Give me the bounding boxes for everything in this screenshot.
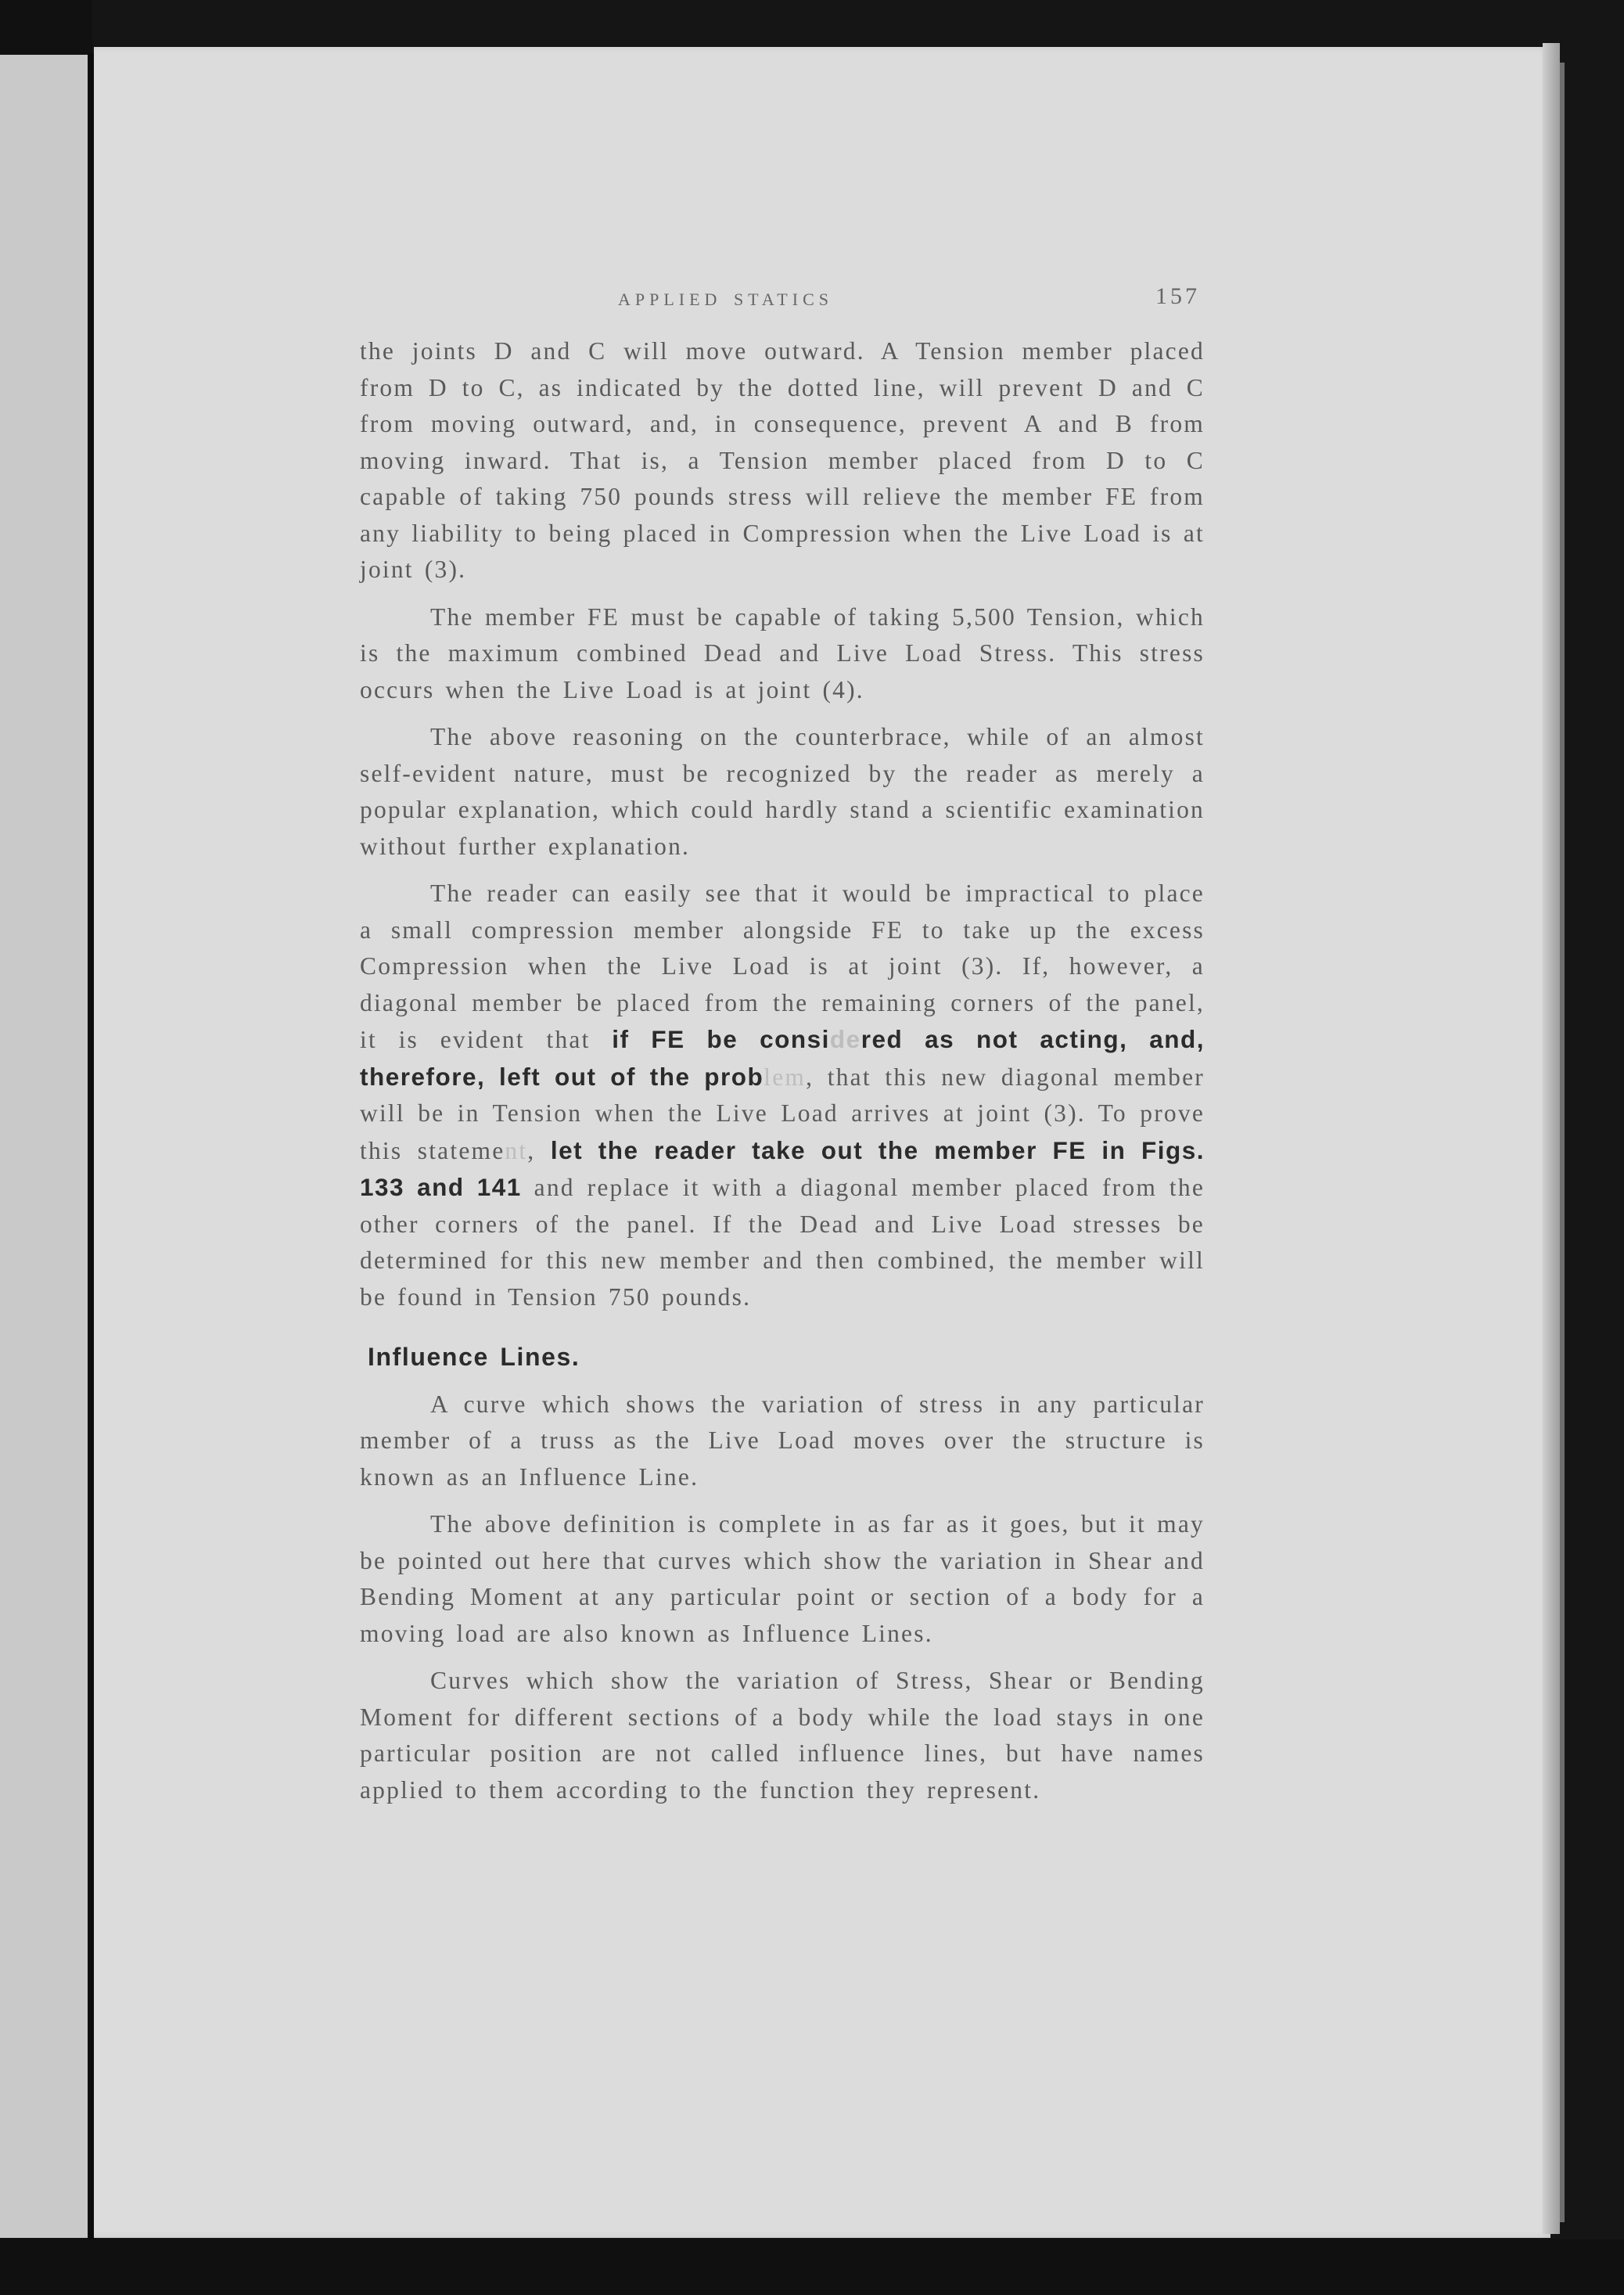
section-heading-influence-lines: Influence Lines.: [368, 1343, 580, 1371]
paragraph-2: The member FE must be capable of taking 5,500 Tension, which is the maximum combined Dead and Live Load Stress. This stress occurs when the Live Load is at joint (4).: [360, 603, 1205, 703]
page-content: [360, 282, 1205, 1819]
paragraph-4-faded-3: nt: [505, 1136, 528, 1164]
facing-page-edge: [0, 55, 88, 2238]
page-number: 157: [1155, 283, 1200, 309]
page-fore-edge: [1543, 43, 1560, 2234]
paragraph-4: [360, 876, 1205, 1315]
paragraph-4-text-2: , that this new diagonal member will be in Tension when the Live Load arrives at joint (3). To prove this stateme: [360, 1063, 1205, 1164]
page-fore-edge-shadow: [1560, 63, 1565, 2222]
paragraph-4-text-3: ,: [527, 1136, 551, 1164]
paragraph-4-bold-2: let the reader take out the member FE in Figs. 133 and 141: [360, 1135, 1205, 1201]
running-title: APPLIED STATICS: [618, 290, 833, 309]
paragraph-3: The above reasoning on the counterbrace, while of an almost self-evident nature, must be recognized by the reader as merely a popular explanation, which could hardly stand a scientific examination without further explanation.: [360, 723, 1205, 860]
paragraph-4-faded-2: lem: [763, 1063, 807, 1091]
paragraph-4-text-4: and replace it with a diagonal member placed from the other corners of the panel. If the Dead and Live Load stresses be determined for this new member and then combined, the member will be found in Tension 750 pounds.: [360, 1174, 1205, 1311]
scan-background-bottom: [0, 2239, 1624, 2295]
influence-paragraph-1: A curve which shows the variation of stress in any particular member of a truss as the Live Load moves over the structure is known as an Influence Line.: [360, 1390, 1205, 1491]
running-head: [360, 282, 1205, 318]
influence-paragraph-3: Curves which show the variation of Stress, Shear or Bending Moment for different sections of a body while the load stays in one particular position are not called influence lines, but have names applied to them according to the function they represent.: [360, 1667, 1205, 1804]
influence-paragraph-2: The above definition is complete in as far as it goes, but it may be pointed out here that curves which show the variation in Shear and Bending Moment at any particular point or section of a body for a moving load are also known as Influence Lines.: [360, 1510, 1205, 1647]
paragraph-1: the joints D and C will move outward. A Tension member placed from D to C, as indicated by the dotted line, will prevent D and C from moving outward, and, in consequence, prevent A and B from moving inward. That is, a Tension member placed from D to C capable of taking 750 pounds stress will relieve the member FE from any liability to being placed in Compression when the Live Load is at joint (3).: [360, 337, 1205, 583]
paragraph-4-bold-1b: red as not acting, and, therefore, left out of the prob: [360, 1025, 1205, 1091]
paragraph-4-bold-1a: if FE be consi: [612, 1025, 830, 1053]
paragraph-4-faded-1: de: [829, 1025, 861, 1053]
paragraph-4-text-1: The reader can easily see that it would be impractical to place a small compression member alongside FE to take up the excess Compression when the Live Load is at joint (3). If, however, a diagonal member be placed from the remaining corners of the panel, it is evident that: [360, 880, 1205, 1053]
